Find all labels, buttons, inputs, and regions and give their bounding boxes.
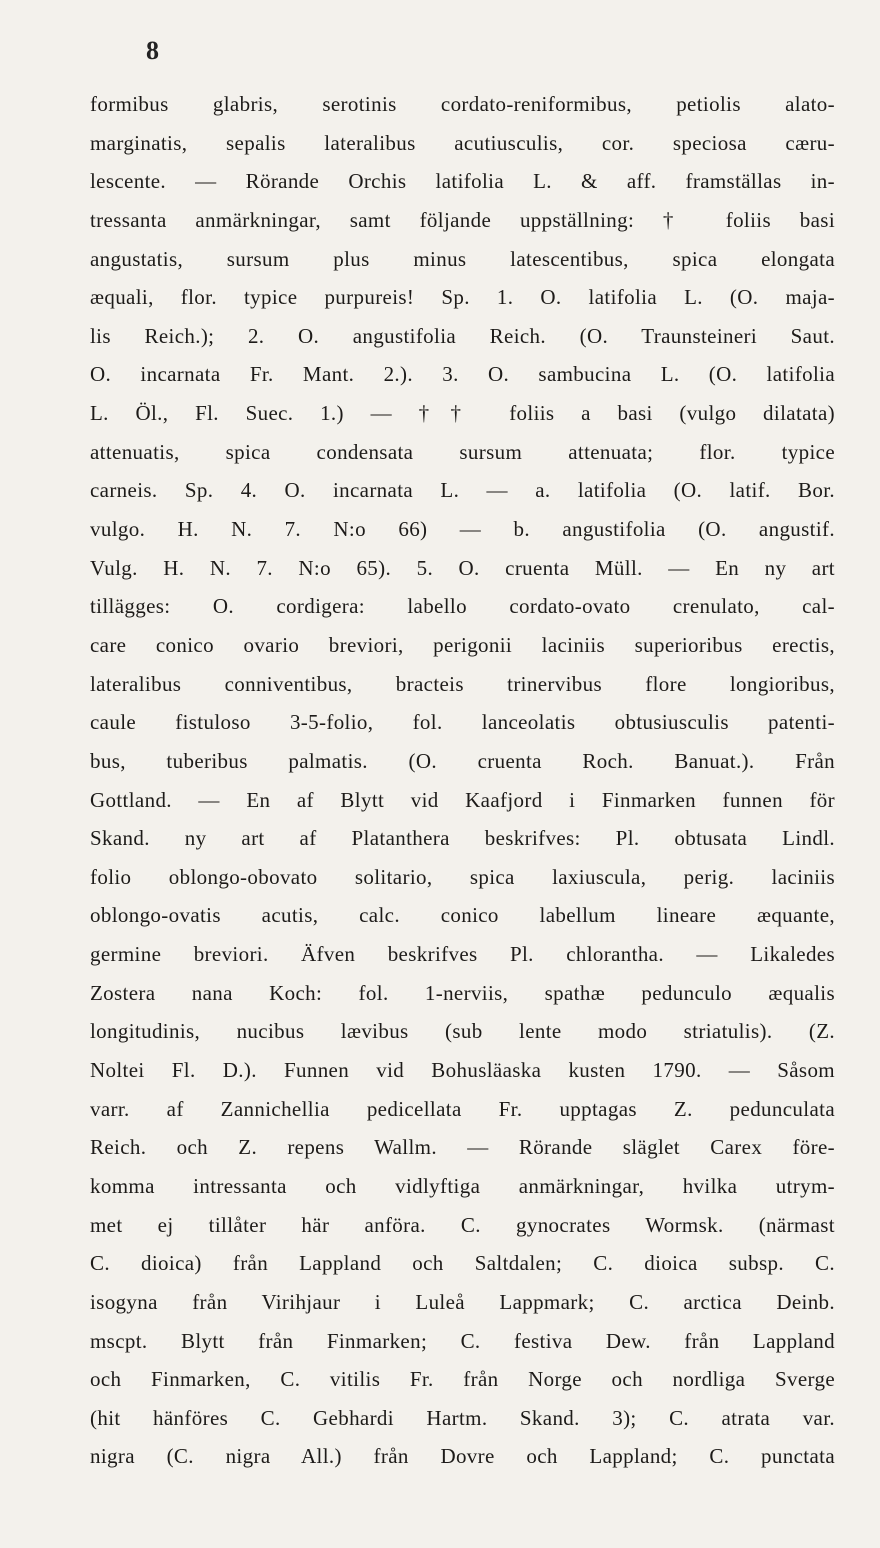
text-line: folio oblongo-obovato solitario, spica laxiuscula, perig. laciniis — [90, 864, 835, 889]
body-text — [90, 85, 835, 1476]
text-line: æquali, flor. typice purpureis! Sp. 1. O. latifolia L. (O. maja- — [90, 285, 835, 310]
text-line: care conico ovario breviori, perigonii laciniis superioribus erectis, — [90, 632, 835, 657]
text-line: bus, tuberibus palmatis. (O. cruenta Roch. Banuat.). Från — [90, 748, 835, 773]
text-line: oblongo-ovatis acutis, calc. conico labellum lineare æquante, — [90, 903, 835, 928]
text-line: formibus glabris, serotinis cordato-reniformibus, petiolis alato- — [90, 92, 835, 116]
text-line: attenuatis, spica condensata sursum attenuata; flor. typice — [90, 439, 835, 464]
text-line: isogyna från Virihjaur i Luleå Lappmark; C. arctica Deinb. — [90, 1289, 835, 1314]
text-line: carneis. Sp. 4. O. incarnata L. — a. latifolia (O. latif. Bor. — [90, 478, 835, 503]
text-line: germine breviori. Äfven beskrifves Pl. chlorantha. — Likaledes — [90, 942, 835, 967]
text-line: O. incarnata Fr. Mant. 2.). 3. O. sambucina L. (O. latifolia — [90, 362, 835, 387]
text-line: met ej tillåter här anföra. C. gynocrates Wormsk. (närmast — [90, 1212, 835, 1237]
text-line: caule fistuloso 3-5-folio, fol. lanceolatis obtusiusculis patenti- — [90, 710, 835, 735]
text-line: Gottland. — En af Blytt vid Kaafjord i Finmarken funnen för — [90, 787, 835, 812]
text-line: varr. af Zannichellia pedicellata Fr. upptagas Z. pedunculata — [90, 1096, 835, 1121]
text-line: nigra (C. nigra All.) från Dovre och Lappland; C. punctata — [90, 1444, 835, 1469]
text-line: marginatis, sepalis lateralibus acutiusculis, cor. speciosa cæru- — [90, 130, 835, 155]
text-line: C. dioica) från Lappland och Saltdalen; C. dioica subsp. C. — [90, 1251, 835, 1276]
text-line: lescente. — Rörande Orchis latifolia L. & aff. framställas in- — [90, 169, 835, 194]
text-line: Noltei Fl. D.). Funnen vid Bohusläaska kusten 1790. — Såsom — [90, 1058, 835, 1083]
text-line: Reich. och Z. repens Wallm. — Rörande släglet Carex före- — [90, 1135, 835, 1160]
text-line: Zostera nana Koch: fol. 1-nerviis, spathæ pedunculo æqualis — [90, 980, 835, 1005]
page-number: 8 — [146, 36, 159, 65]
text-line: angustatis, sursum plus minus latescentibus, spica elongata — [90, 246, 835, 271]
text-line: Vulg. H. N. 7. N:o 65). 5. O. cruenta Müll. — En ny art — [90, 555, 835, 580]
text-line: Skand. ny art af Platanthera beskrifves: Pl. obtusata Lindl. — [90, 826, 835, 851]
text-line: vulgo. H. N. 7. N:o 66) — b. angustifolia (O. angustif. — [90, 517, 835, 542]
text-line: L. Öl., Fl. Suec. 1.) — †† foliis a basi (vulgo dilatata) — [90, 401, 835, 426]
text-line: tressanta anmärkningar, samt följande uppställning: † foliis basi — [90, 207, 835, 232]
text-line: (hit hänföres C. Gebhardi Hartm. Skand. 3); C. atrata var. — [90, 1405, 835, 1430]
text-line: tillägges: O. cordigera: labello cordato-ovato crenulato, cal- — [90, 594, 835, 619]
text-line: mscpt. Blytt från Finmarken; C. festiva Dew. från Lappland — [90, 1328, 835, 1353]
text-line: lis Reich.); 2. O. angustifolia Reich. (O. Traunsteineri Saut. — [90, 323, 835, 348]
text-line: och Finmarken, C. vitilis Fr. från Norge och nordliga Sverge — [90, 1367, 835, 1392]
text-line: komma intressanta och vidlyftiga anmärkningar, hvilka utrym- — [90, 1173, 835, 1198]
text-line: longitudinis, nucibus lævibus (sub lente modo striatulis). (Z. — [90, 1019, 835, 1044]
text-line: lateralibus conniventibus, bracteis trinervibus flore longioribus, — [90, 671, 835, 696]
